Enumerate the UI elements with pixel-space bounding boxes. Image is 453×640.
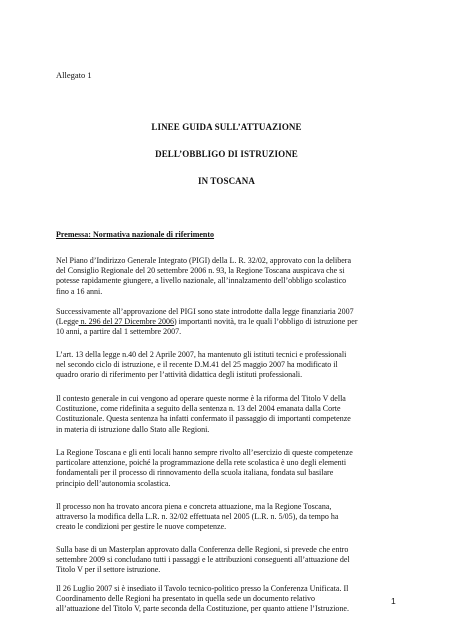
paragraph-line: Il 26 Luglio 2007 si è insediato il Tavolo tecnico-politico presso la Conferenza Unificata. Il — [56, 584, 349, 593]
title-line-3: IN TOSCANA — [198, 176, 255, 186]
paragraph-3 — [56, 350, 396, 381]
paragraph-line: quadro orario di riferimento per l’attività didattica degli istituti professionali. — [56, 370, 303, 380]
paragraph-line: Il processo non ha trovato ancora piena e concreta attuazione, ma la Regione Toscana, — [56, 502, 332, 511]
paragraph-line: Nel Piano d’Indirizzo Generale Integrato (PIGI) della L. R. 32/02, approvato con la delibera — [56, 256, 352, 265]
paragraph-line: settembre 2009 si concludano tutti i passaggi e le attribuzioni conseguenti all’attuazione del — [56, 555, 350, 565]
paragraph-7 — [56, 545, 396, 576]
paragraph-5 — [56, 448, 396, 489]
paragraph-line: Titolo V per il settore istruzione. — [56, 565, 161, 575]
paragraph-line: Costituzionale. Questa sentenza ha infatti confermato il passaggio di importanti competenze — [56, 414, 351, 424]
paragraph-line: all’attuazione del Titolo V, parte seconda della Costituzione, per quanto attiene l’Istruzione. — [56, 604, 349, 614]
paragraph-8 — [56, 584, 396, 615]
paragraph-line — [56, 317, 396, 327]
paragraph-4 — [56, 394, 396, 435]
paragraph-line: L’art. 13 della legge n.40 del 2 Aprile 2007, ha mantenuto gli istituti tecnici e professionali — [56, 350, 347, 359]
annex-label: Allegato 1 — [56, 70, 92, 80]
paragraph-line: principio dell’autonomia scolastica. — [56, 478, 171, 488]
paragraph-2 — [56, 307, 396, 338]
law-ref-prefix: (Legge — [56, 317, 79, 327]
paragraph-line: La Regione Toscana e gli enti locali hanno sempre rivolto all’esercizio di queste competenze — [56, 448, 353, 457]
paragraph-line: nel secondo ciclo di istruzione, e il recente D.M.41 del 25 maggio 2007 ha modificato il — [56, 360, 338, 370]
paragraph-line: fino a 16 anni. — [56, 286, 103, 296]
paragraph-line: Successivamente all’approvazione del PIGI sono state introdotte dalla legge finanziaria 2007 — [56, 307, 354, 316]
paragraph-line: attraverso la modifica della L.R. n. 32/02 effettuata nel 2005 (L.R. n. 5/05), da tempo ha — [56, 512, 339, 522]
section-heading: Premessa: Normativa nazionale di riferimento — [56, 230, 215, 239]
paragraph-line: Costituzione, come ridefinita a seguito della sentenza n. 13 del 2004 emanata dalla Corte — [56, 404, 341, 414]
paragraph-line: in materia di istruzione dallo Stato alle Regioni. — [56, 424, 210, 434]
paragraph-line: creato le condizioni per gestire le nuove competenze. — [56, 522, 227, 532]
page-number: 1 — [391, 596, 396, 606]
paragraph-line: potesse rapidamente giungere, a livello nazionale, all’innalzamento dell’obbligo scolastico — [56, 276, 347, 286]
law-reference-link: n. 296 del 27 Dicembre 2006 — [78, 317, 174, 327]
title-line-2: DELL’OBBLIGO DI ISTRUZIONE — [155, 149, 298, 159]
paragraph-line: 10 anni, a partire dal 1 settembre 2007. — [56, 327, 182, 337]
paragraph-line: Il contesto generale in cui vengono ad operare queste norme è la riforma del Titolo V della — [56, 394, 346, 403]
paragraph-line: fondamentali per il processo di rinnovamento della scuola italiana, fondata sul basilare — [56, 468, 334, 478]
paragraph-line: particolare attenzione, poiché la programmazione della rete scolastica è uno degli elementi — [56, 458, 347, 468]
paragraph-1 — [56, 256, 396, 297]
law-ref-suffix: ) importanti novità, tra le quali l’obbligo di istruzione per — [173, 317, 358, 327]
paragraph-line: Sulla base di un Masterplan approvato dalla Conferenza delle Regioni, si prevede che entro — [56, 545, 349, 554]
title-line-1: LINEE GUIDA SULL’ATTUAZIONE — [151, 122, 302, 132]
paragraph-line: del Consiglio Regionale del 20 settembre 2006 n. 93, la Regione Toscana auspicava che si — [56, 266, 345, 276]
paragraph-line: Coordinamento delle Regioni ha presentato in quella sede un documento relativo — [56, 594, 316, 604]
paragraph-6 — [56, 502, 396, 533]
